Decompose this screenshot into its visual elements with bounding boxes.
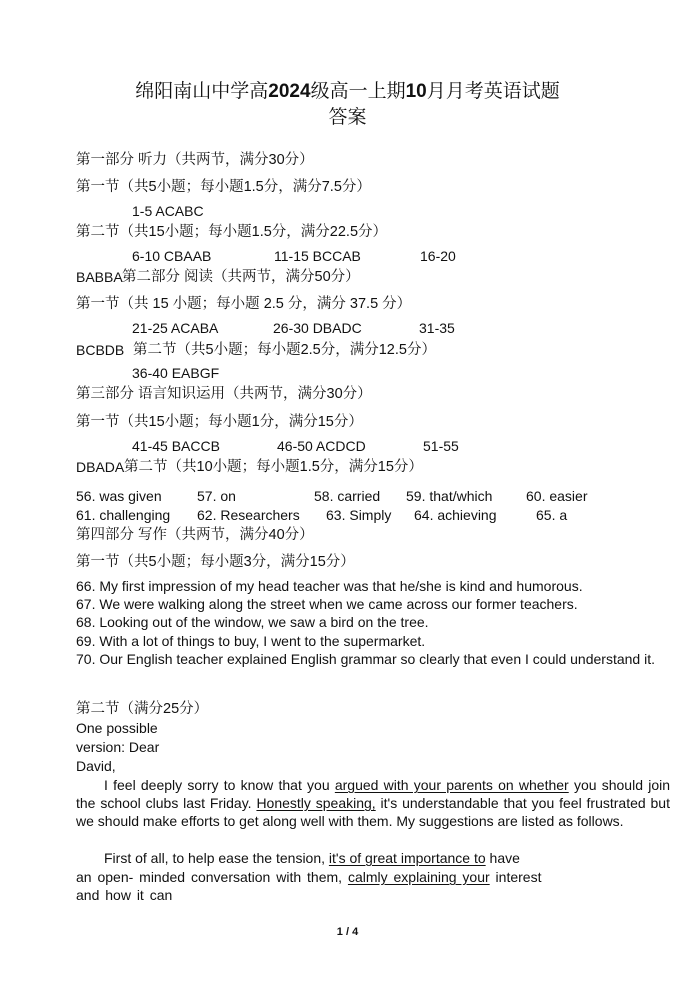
part1-section1-answers: 1-5 ACABC (132, 203, 204, 219)
sentence-67: 67. We were walking along the street when we came across our former teachers. (76, 596, 578, 612)
answer-64: 64. achieving (414, 507, 497, 523)
answer-59: 59. that/which (406, 488, 493, 504)
part4-heading: 第四部分 写作（共两节，满分40分） (76, 527, 314, 543)
essay-paragraph-2-line3: and how it can (76, 887, 173, 903)
answers-36-40: 36-40 EABGF (132, 365, 220, 381)
part2-section2-heading: 第二节（共5小题；每小题2.5分，满分12.5分） (133, 342, 436, 358)
answer-56: 56. was given (76, 488, 162, 504)
part4-section2-heading: 第二节（满分25分） (76, 701, 209, 717)
answer-60: 60. easier (526, 488, 588, 504)
part2-section1-heading: 第一节（共 15 小题；每小题 2.5 分，满分 37.5 分） (76, 296, 412, 312)
essay-greeting: David, (76, 758, 116, 774)
answers-21-25: 21-25 ACABA (132, 320, 219, 336)
part1-section2-heading: 第二节（共15小题；每小题1.5分，满分22.5分） (76, 224, 388, 240)
answer-58: 58. carried (314, 488, 381, 504)
part4-section1-heading: 第一节（共5小题；每小题3分，满分15分） (76, 554, 355, 570)
answer-62: 62. Researchers (197, 507, 300, 523)
highlight-phrase: it's of great importance to (328, 850, 486, 866)
part3-section1-heading: 第一节（共15小题；每小题1分，满分15分） (76, 414, 363, 430)
answers-16-20: BABBA (76, 269, 123, 285)
part3-section2-heading: 第二节（共10小题；每小题1.5分，满分15分） (124, 459, 423, 475)
highlight-phrase: calmly explaining your (347, 869, 490, 885)
answers-51-55: DBADA (76, 459, 125, 475)
answers-51-55-label: 51-55 (423, 438, 459, 454)
page-subtitle: 答案 (328, 107, 367, 128)
essay-intro-line2: version: Dear (76, 739, 160, 755)
answers-41-45: 41-45 BACCB (132, 438, 220, 454)
sentence-69: 69. With a lot of things to buy, I went to the supermarket. (76, 633, 426, 649)
part1-heading: 第一部分 听力（共两节，满分30分） (76, 152, 314, 168)
essay-paragraph-1: I feel deeply sorry to know that you argued with your parents on whether you should join the school clubs last Friday. Honestly speaking, it's understandable that you feel frustrated but we should make efforts to get along well with them. My suggestions are listed as follows. (76, 777, 671, 829)
part3-heading: 第三部分 语言知识运用（共两节，满分30分） (76, 386, 372, 402)
answers-31-35: BCBDB (76, 342, 125, 358)
essay-intro-line1: One possible (76, 720, 158, 736)
answer-57: 57. on (197, 488, 236, 504)
page-number: 1 / 4 (336, 926, 359, 938)
answer-65: 65. a (536, 507, 568, 523)
answers-16-20-label: 16-20 (420, 248, 456, 264)
part2-heading: 第二部分 阅读（共两节，满分50分） (122, 269, 360, 285)
essay-paragraph-2-line1: First of all, to help ease the tension, it's of great importance to have (104, 850, 520, 866)
essay-paragraph-2-line2: an open- minded conversation with them, calmly explaining your interest (76, 869, 542, 885)
sentence-66: 66. My first impression of my head teacher was that he/she is kind and humorous. (76, 578, 583, 594)
highlight-phrase: argued with your parents on whether (334, 777, 569, 793)
sentence-68: 68. Looking out of the window, we saw a bird on the tree. (76, 614, 429, 630)
answers-26-30: 26-30 DBADC (273, 320, 362, 336)
highlight-phrase: Honestly speaking, (256, 795, 376, 811)
page-title: 绵阳南山中学高2024级高一上期10月月考英语试题 (135, 81, 560, 102)
answers-31-35-label: 31-35 (419, 320, 455, 336)
answers-46-50: 46-50 ACDCD (277, 438, 366, 454)
answers-6-10: 6-10 CBAAB (132, 248, 212, 264)
answers-11-15: 11-15 BCCAB (274, 248, 361, 264)
sentence-70: 70. Our English teacher explained English grammar so clearly that even I could understand it. (76, 651, 655, 667)
answer-63: 63. Simply (326, 507, 392, 523)
answer-61: 61. challenging (76, 507, 171, 523)
part1-section1-heading: 第一节（共5小题；每小题1.5分，满分7.5分） (76, 179, 371, 195)
